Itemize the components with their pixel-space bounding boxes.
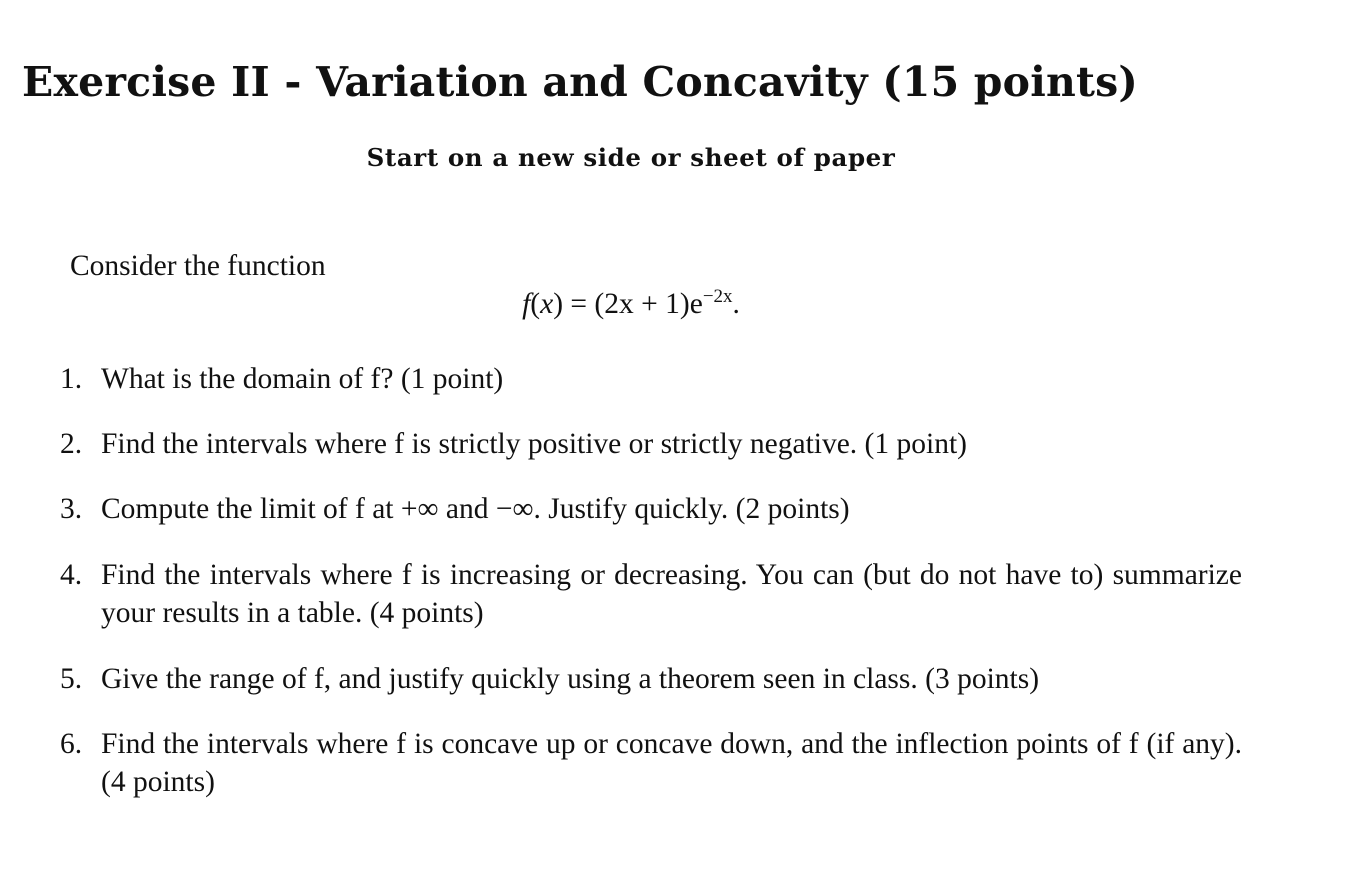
exercise-title: Exercise II - Variation and Concavity (15 points) <box>22 58 1138 106</box>
question-text: What is the domain of f? (1 point) <box>101 363 504 395</box>
function-formula: $f(x) = (2x + 1)e^{-2x}$. <box>522 286 740 320</box>
question-text: Find the intervals where f is concave up or concave down, and the inflection points of f (if any). (4 points) <box>101 728 1242 798</box>
question-number: 1. <box>60 363 83 395</box>
formula-base: (2x + 1)e <box>594 288 703 320</box>
question-text: Find the intervals where f is strictly positive or strictly negative. (1 point) <box>101 428 967 460</box>
question-number: 4. <box>60 559 83 591</box>
instruction-subtitle: Start on a new side or sheet of paper <box>366 143 896 172</box>
formula-exponent: −2x <box>702 286 733 307</box>
question-text: Find the intervals where f is increasing or decreasing. You can (but do not have to) summarize your results in a table. (4 points) <box>101 559 1242 629</box>
question-number: 6. <box>60 728 83 760</box>
question-number: 3. <box>60 493 83 525</box>
question-number: 5. <box>60 663 83 695</box>
question-text: Compute the limit of f at +∞ and −∞. Justify quickly. (2 points) <box>101 493 850 525</box>
function-variable: x <box>540 288 554 320</box>
intro-text: Consider the function <box>70 250 326 282</box>
question-number: 2. <box>60 428 83 460</box>
question-text: Give the range of f, and justify quickly using a theorem seen in class. (3 points) <box>101 663 1040 695</box>
function-name: f <box>522 288 531 320</box>
